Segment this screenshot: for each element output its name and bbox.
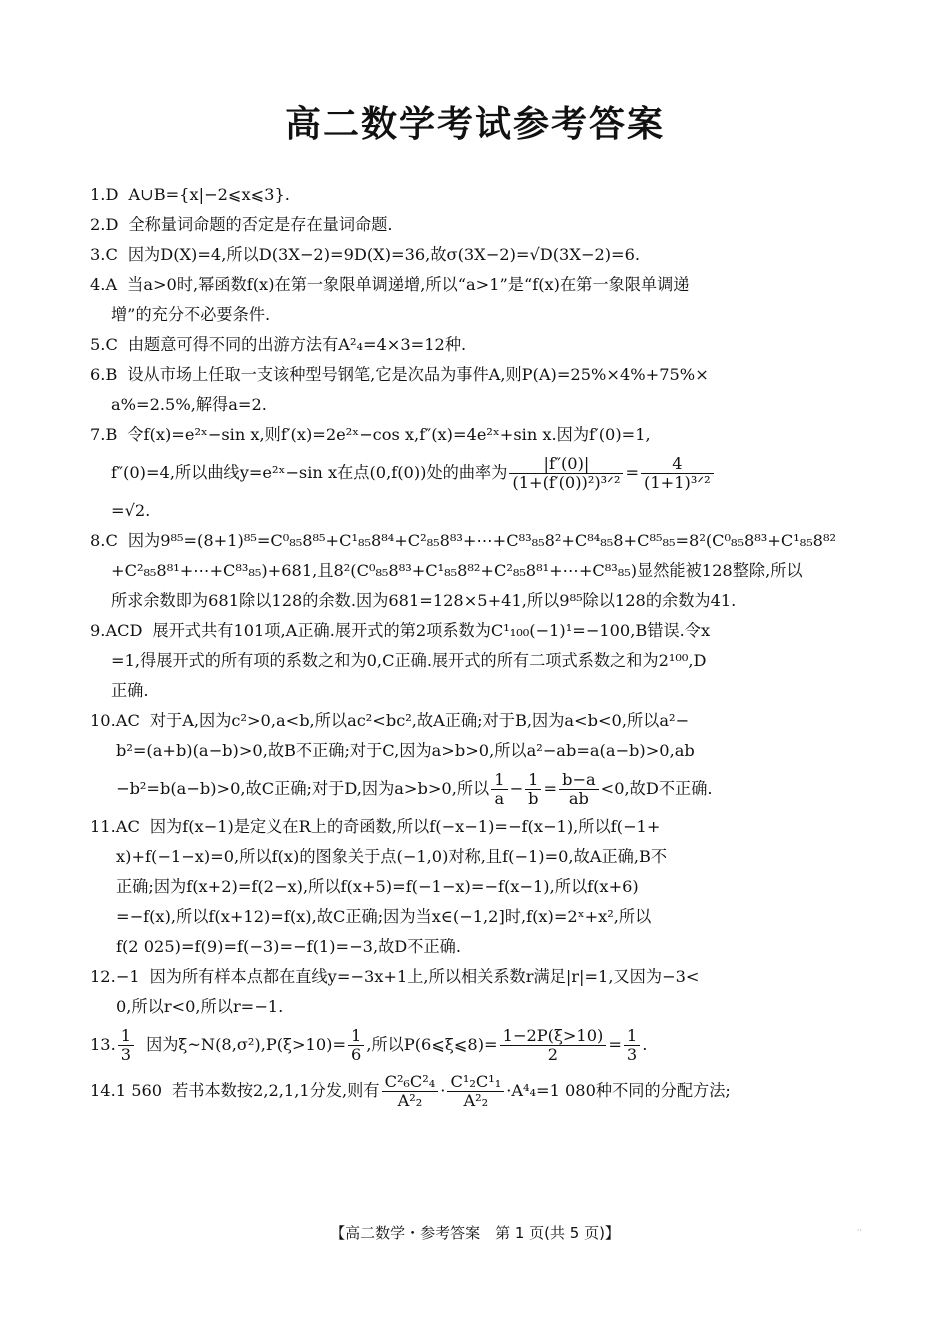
answer-10 xyxy=(90,706,860,812)
answer-key: AC xyxy=(115,711,140,730)
answer-key: −1 xyxy=(115,967,140,986)
explanation-continued: 增”的充分不必要条件. xyxy=(111,305,271,324)
explanation-continued: f″(0)=4,所以曲线y=e²ˣ−sin x在点(0,f(0))处的曲率为 $\frac{|f''(0)|}{\text{(1+(f′(0))²)³ᐟ²}}$ = $\frac{4}{\text{(1+1)³ᐟ²}}$ xyxy=(90,450,860,496)
answer-7 xyxy=(90,420,860,526)
answer-14: 14.1 560 若书本数按2,2,1,1分发,则有 $\frac{\text{C²₆C²₄}}{\text{A²₂}}$ · $\frac{\text{C¹₂C¹₁}}{\text{A²₂}}$ ·A⁴₄=1 080种不同的分配方法; xyxy=(90,1068,860,1114)
explanation: A∪B={x|−2⩽x⩽3}. xyxy=(128,185,290,204)
explanation-continued: 所求余数即为681除以128的余数.因为681=128×5+41,所以9⁸⁵除以128的余数为41. xyxy=(111,591,737,610)
explanation-continued: =√2. xyxy=(111,501,151,520)
item-number: 5. xyxy=(90,335,106,354)
probability-fraction: $\frac{1-2P(\xi>10)}{2}$ xyxy=(500,1027,607,1064)
answer-3 xyxy=(90,240,860,270)
answer-key: B xyxy=(105,425,118,444)
explanation: 令f(x)=e²ˣ−sin x,则f′(x)=2e²ˣ−cos x,f″(x)=4e²ˣ+sin x.因为f′(0)=1, xyxy=(127,425,651,444)
item-number: 11. xyxy=(90,817,116,836)
explanation: 因为D(X)=4,所以D(3X−2)=9D(X)=36,故σ(3X−2)=√D(3X−2)=6. xyxy=(127,245,641,264)
corner-mark: ·· xyxy=(856,1226,862,1235)
fraction-1-over-6: $\frac{1}{6}$ xyxy=(348,1027,364,1064)
explanation: 设从市场上任取一支该种型号钢笔,它是次品为事件A,则P(A)=25%×4%+75%× xyxy=(127,365,709,384)
answer-2 xyxy=(90,210,860,240)
explanation-continued: x)+f(−1−x)=0,所以f(x)的图象关于点(−1,0)对称,且f(−1)=0,故A正确,B不 xyxy=(116,847,668,866)
explanation: 因为所有样本点都在直线y=−3x+1上,所以相关系数r满足|r|=1,又因为−3< xyxy=(149,967,700,986)
item-number: 3. xyxy=(90,245,106,264)
grouping-fraction-b: $\frac{\text{C¹₂C¹₁}}{\text{A²₂}}$ xyxy=(447,1073,504,1110)
fraction-1-over-3: $\frac{1}{3}$ xyxy=(624,1027,640,1064)
answer-key: B xyxy=(105,365,118,384)
answer-key: 1 560 xyxy=(115,1081,163,1100)
answer-4 xyxy=(90,270,860,330)
item-number: 8. xyxy=(90,531,106,550)
explanation: 由题意可得不同的出游方法有A²₄=4×3=12种. xyxy=(127,335,467,354)
answer-12 xyxy=(90,962,860,1022)
answer-11 xyxy=(90,812,860,962)
item-number: 10. xyxy=(90,711,116,730)
explanation: 全称量词命题的否定是存在量词命题. xyxy=(128,215,393,234)
item-number: 13. xyxy=(90,1035,116,1054)
answer-key: D xyxy=(105,215,119,234)
fraction-1-over-b: $\frac{1}{b}$ xyxy=(525,771,541,808)
explanation: 因为9⁸⁵=(8+1)⁸⁵=C⁰₈₅8⁸⁵+C¹₈₅8⁸⁴+C²₈₅8⁸³+⋯+C⁸³₈₅8²+C⁸⁴₈₅8+C⁸⁵₈₅=8²(C⁰₈₅8⁸³+C¹₈₅8⁸² xyxy=(127,531,836,550)
explanation-continued: 0,所以r<0,所以r=−1. xyxy=(116,997,284,1016)
answer-list xyxy=(90,180,860,1114)
item-number: 9. xyxy=(90,621,106,640)
item-number: 12. xyxy=(90,967,116,986)
explanation-continued: =−f(x),所以f(x+12)=f(x),故C正确;因为当x∈(−1,2]时,f(x)=2ˣ+x²,所以 xyxy=(116,907,652,926)
item-number: 1. xyxy=(90,185,106,204)
explanation-continued: −b²=b(a−b)>0,故C正确;对于D,因为a>b>0,所以 $\frac{1}{a}$ − $\frac{1}{b}$ = $\frac{b-a}{ab}$ <0,故D不正确. xyxy=(116,770,713,808)
answer-9 xyxy=(90,616,860,706)
curvature-fraction: $\frac{|f''(0)|}{\text{(1+(f′(0))²)³ᐟ²}}$ xyxy=(509,455,623,492)
answer-5 xyxy=(90,330,860,360)
answer-key: AC xyxy=(115,817,140,836)
explanation: 对于A,因为c²>0,a<b,所以ac²<bc²,故A正确;对于B,因为a<b<0,所以a²− xyxy=(149,711,690,730)
fraction-b-minus-a-over-ab: $\frac{b-a}{ab}$ xyxy=(559,771,599,808)
answer-key-fraction: $\frac{1}{3}$ xyxy=(118,1027,134,1064)
explanation-continued: +C²₈₅8⁸¹+⋯+C⁸³₈₅)+681,且8²(C⁰₈₅8⁸³+C¹₈₅8⁸²+C²₈₅8⁸¹+⋯+C⁸³₈₅)显然能被128整除,所以 xyxy=(111,561,803,580)
answer-key: C xyxy=(105,531,118,550)
answer-key: A xyxy=(105,275,118,294)
answer-1 xyxy=(90,180,860,210)
curvature-value-fraction: $\frac{4}{\text{(1+1)³ᐟ²}}$ xyxy=(641,455,714,492)
page-title: 高二数学考试参考答案 xyxy=(284,104,665,145)
fraction-1-over-a: $\frac{1}{a}$ xyxy=(491,771,507,808)
answer-key: C xyxy=(105,335,118,354)
answer-key: D xyxy=(105,185,119,204)
explanation: 当a>0时,幂函数f(x)在第一象限单调递增,所以“a>1”是“f(x)在第一象限单调递 xyxy=(127,275,690,294)
explanation-continued: =1,得展开式的所有项的系数之和为0,C正确.展开式的所有二项式系数之和为2¹⁰⁰,D xyxy=(111,651,707,670)
explanation: 展开式共有101项,A正确.展开式的第2项系数为C¹₁₀₀(−1)¹=−100,B错误.令x xyxy=(152,621,711,640)
answer-13: 13. $\frac{1}{3}$ 因为ξ~N(8,σ²),P(ξ>10)= $\frac{1}{6}$ ,所以P(6⩽ξ⩽8)= $\frac{1-2P(\xi>10)}{2}$ = $\frac{1}{3}$ . xyxy=(90,1022,860,1068)
item-number: 7. xyxy=(90,425,106,444)
answer-6 xyxy=(90,360,860,420)
item-number: 2. xyxy=(90,215,106,234)
grouping-fraction-a: $\frac{\text{C²₆C²₄}}{\text{A²₂}}$ xyxy=(382,1073,439,1110)
answer-key: C xyxy=(105,245,118,264)
page-footer: 【高二数学・参考答案 第 1 页(共 5 页)】 xyxy=(330,1224,620,1242)
answer-key: ACD xyxy=(105,621,143,640)
item-number: 6. xyxy=(90,365,106,384)
explanation-continued: 正确;因为f(x+2)=f(2−x),所以f(x+5)=f(−1−x)=−f(x−1),所以f(x+6) xyxy=(116,877,639,896)
explanation-continued: f(2 025)=f(9)=f(−3)=−f(1)=−3,故D不正确. xyxy=(116,937,461,956)
item-number: 14. xyxy=(90,1081,116,1100)
explanation-continued: b²=(a+b)(a−b)>0,故B不正确;对于C,因为a>b>0,所以a²−ab=a(a−b)>0,ab xyxy=(116,741,695,760)
explanation-continued: 正确. xyxy=(111,681,149,700)
explanation: 因为f(x−1)是定义在R上的奇函数,所以f(−x−1)=−f(x−1),所以f(−1+ xyxy=(149,817,661,836)
answer-8 xyxy=(90,526,860,616)
item-number: 4. xyxy=(90,275,106,294)
explanation-continued: a%=2.5%,解得a=2. xyxy=(111,395,267,414)
